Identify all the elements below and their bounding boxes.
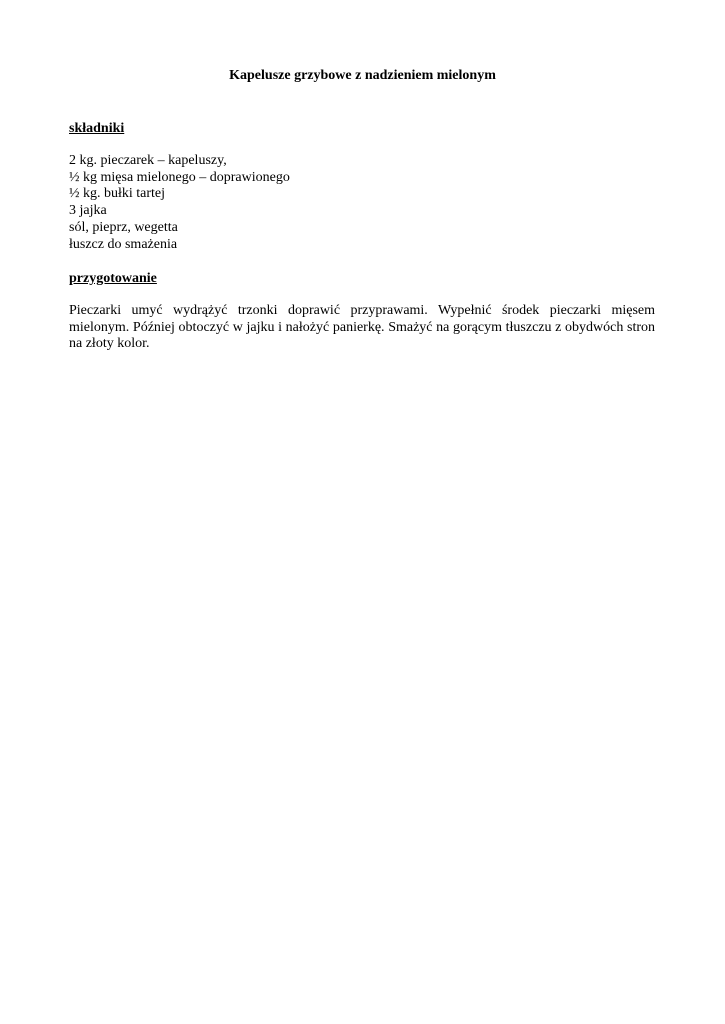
ingredient-item: 3 jajka (69, 203, 107, 219)
preparation-heading: przygotowanie (69, 271, 157, 286)
ingredient-item: ½ kg. bułki tartej (69, 186, 166, 202)
ingredient-item: sól, pieprz, wegetta (69, 219, 178, 235)
recipe-title: Kapelusze grzybowe z nadzieniem mielonym (229, 68, 496, 83)
ingredient-item: łuszcz do smażenia (69, 236, 178, 252)
preparation-text: Pieczarki umyć wydrążyć trzonki doprawić przyprawami. Wypełnić środek pieczarki mięsem mielonym. Później obtoczyć w jajku i nałożyć panierkę. Smażyć na gorącym tłuszczu z obydwóch stron na złoty kolor. (69, 303, 655, 352)
ingredients-heading: składniki (69, 121, 125, 136)
ingredient-item: 2 kg. pieczarek – kapeluszy, (69, 153, 227, 168)
ingredient-item: ½ kg mięsa mielonego – doprawionego (69, 169, 290, 185)
ingredients-list (69, 153, 290, 253)
